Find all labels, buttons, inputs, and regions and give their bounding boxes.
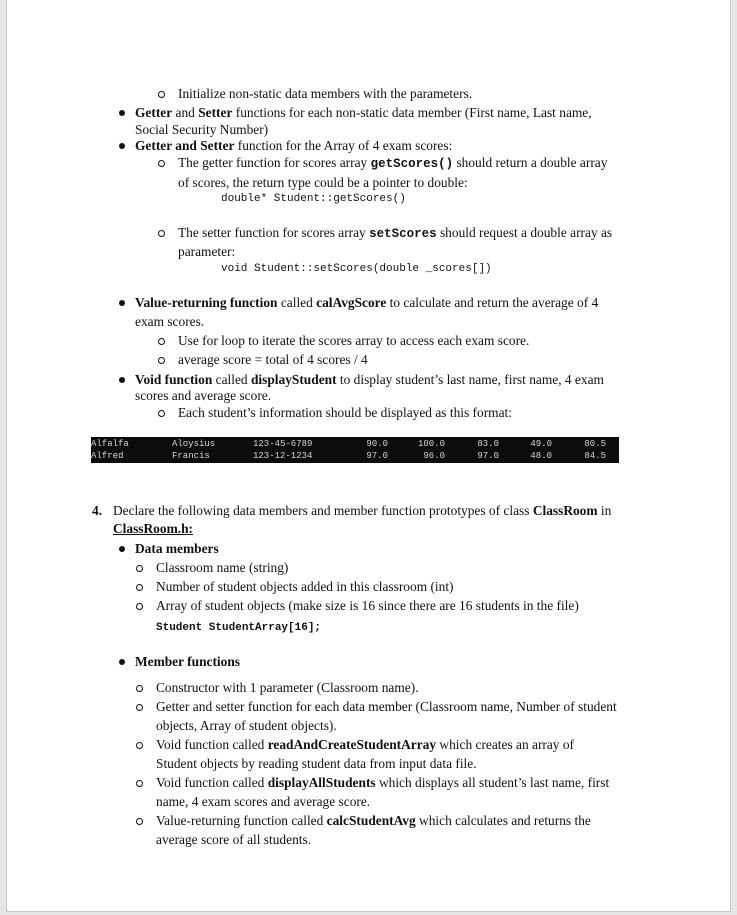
section-heading: Data members (135, 541, 219, 556)
cell-ssn: 123-45-6789 (253, 439, 313, 449)
text-line: The getter function for scores array getScores() should return a double array (178, 155, 608, 171)
cell-score: 96.0 (423, 451, 445, 461)
sub-bullet (158, 230, 165, 237)
text-line: average score = total of 4 scores / 4 (178, 352, 368, 367)
cell-score: 90.0 (366, 439, 388, 449)
text-line: Each student’s information should be displayed as this format: (178, 405, 512, 420)
cell-score: 97.0 (366, 451, 388, 461)
text-line: average score of all students. (156, 832, 312, 847)
text-line: parameter: (178, 244, 236, 259)
text-line: Void function called displayStudent to display student’s last name, first name, 4 exam (135, 372, 604, 387)
console-output (91, 437, 619, 463)
document-page (6, 0, 731, 912)
sub-bullet (136, 584, 143, 591)
text-line: Array of student objects (make size is 16 since there are 16 students in the file) (156, 598, 579, 613)
bullet (119, 143, 125, 149)
sub-bullet (136, 742, 143, 749)
sub-bullet (158, 357, 165, 364)
code-line: void Student::setScores(double _scores[]) (221, 263, 492, 275)
sub-bullet (136, 780, 143, 787)
text-line: Social Security Number) (135, 122, 269, 137)
bullet (119, 546, 125, 552)
text-line: Number of student objects added in this classroom (int) (156, 579, 454, 594)
cell-average: 84.5 (584, 451, 606, 461)
section-heading: Member functions (135, 654, 241, 669)
sub-bullet (158, 160, 165, 167)
text-line: Classroom name (string) (156, 560, 289, 575)
sub-bullet (136, 704, 143, 711)
cell-score: 48.0 (530, 451, 552, 461)
bullet (119, 110, 125, 116)
text-line: The setter function for scores array setScores should request a double array as (178, 225, 613, 241)
cell-last-name: Alfalfa (91, 439, 129, 449)
text-line: name, 4 exam scores and average score. (156, 794, 371, 809)
cell-score: 97.0 (477, 451, 499, 461)
bullet (119, 300, 125, 306)
cell-average: 80.5 (584, 439, 606, 449)
text-line: Value-returning function called calcStudentAvg which calculates and returns the (156, 813, 591, 828)
cell-score: 83.0 (477, 439, 499, 449)
text-line: Getter and Setter functions for each non-static data member (First name, Last name, (135, 105, 592, 120)
sub-bullet (136, 603, 143, 610)
cell-first-name: Aloysius (172, 439, 216, 449)
text-line: Void function called displayAllStudents which displays all student’s last name, first (156, 775, 610, 790)
cell-score: 100.0 (417, 439, 445, 449)
sub-bullet (136, 565, 143, 572)
code-line: double* Student::getScores() (221, 193, 406, 205)
text-line: scores and average score. (135, 388, 272, 403)
cell-last-name: Alfred (91, 451, 124, 461)
sub-bullet (136, 818, 143, 825)
text-line: Void function called readAndCreateStudentArray which creates an array of (156, 737, 574, 752)
cell-ssn: 123-12-1234 (253, 451, 313, 461)
text-line: Declare the following data members and member function prototypes of class ClassRoom in (113, 503, 612, 518)
sub-bullet (158, 91, 165, 98)
cell-first-name: Francis (172, 451, 210, 461)
text-line: Getter and Setter function for the Array of 4 exam scores: (135, 138, 453, 153)
bullet (119, 659, 125, 665)
text-line: Use for loop to iterate the scores array to access each exam score. (178, 333, 530, 348)
sub-bullet (158, 410, 165, 417)
text-line: Initialize non-static data members with the parameters. (178, 86, 473, 101)
text-line: Value-returning function called calAvgScore to calculate and return the average of 4 (135, 295, 599, 310)
text-line: of scores, the return type could be a pointer to double: (178, 175, 468, 190)
text-line: Getter and setter function for each data member (Classroom name, Number of student (156, 699, 617, 714)
sub-bullet (136, 685, 143, 692)
text-line: objects, Array of student objects). (156, 718, 337, 733)
code-line: Student StudentArray[16]; (156, 622, 322, 634)
question-number: 4. (92, 503, 103, 518)
text-line: Constructor with 1 parameter (Classroom name). (156, 680, 419, 695)
text-line: Student objects by reading student data from input data file. (156, 756, 477, 771)
sub-bullet (158, 338, 165, 345)
cell-score: 49.0 (530, 439, 552, 449)
bullet (119, 377, 125, 383)
text-line: ClassRoom.h: (113, 521, 193, 536)
text-line: exam scores. (135, 314, 205, 329)
